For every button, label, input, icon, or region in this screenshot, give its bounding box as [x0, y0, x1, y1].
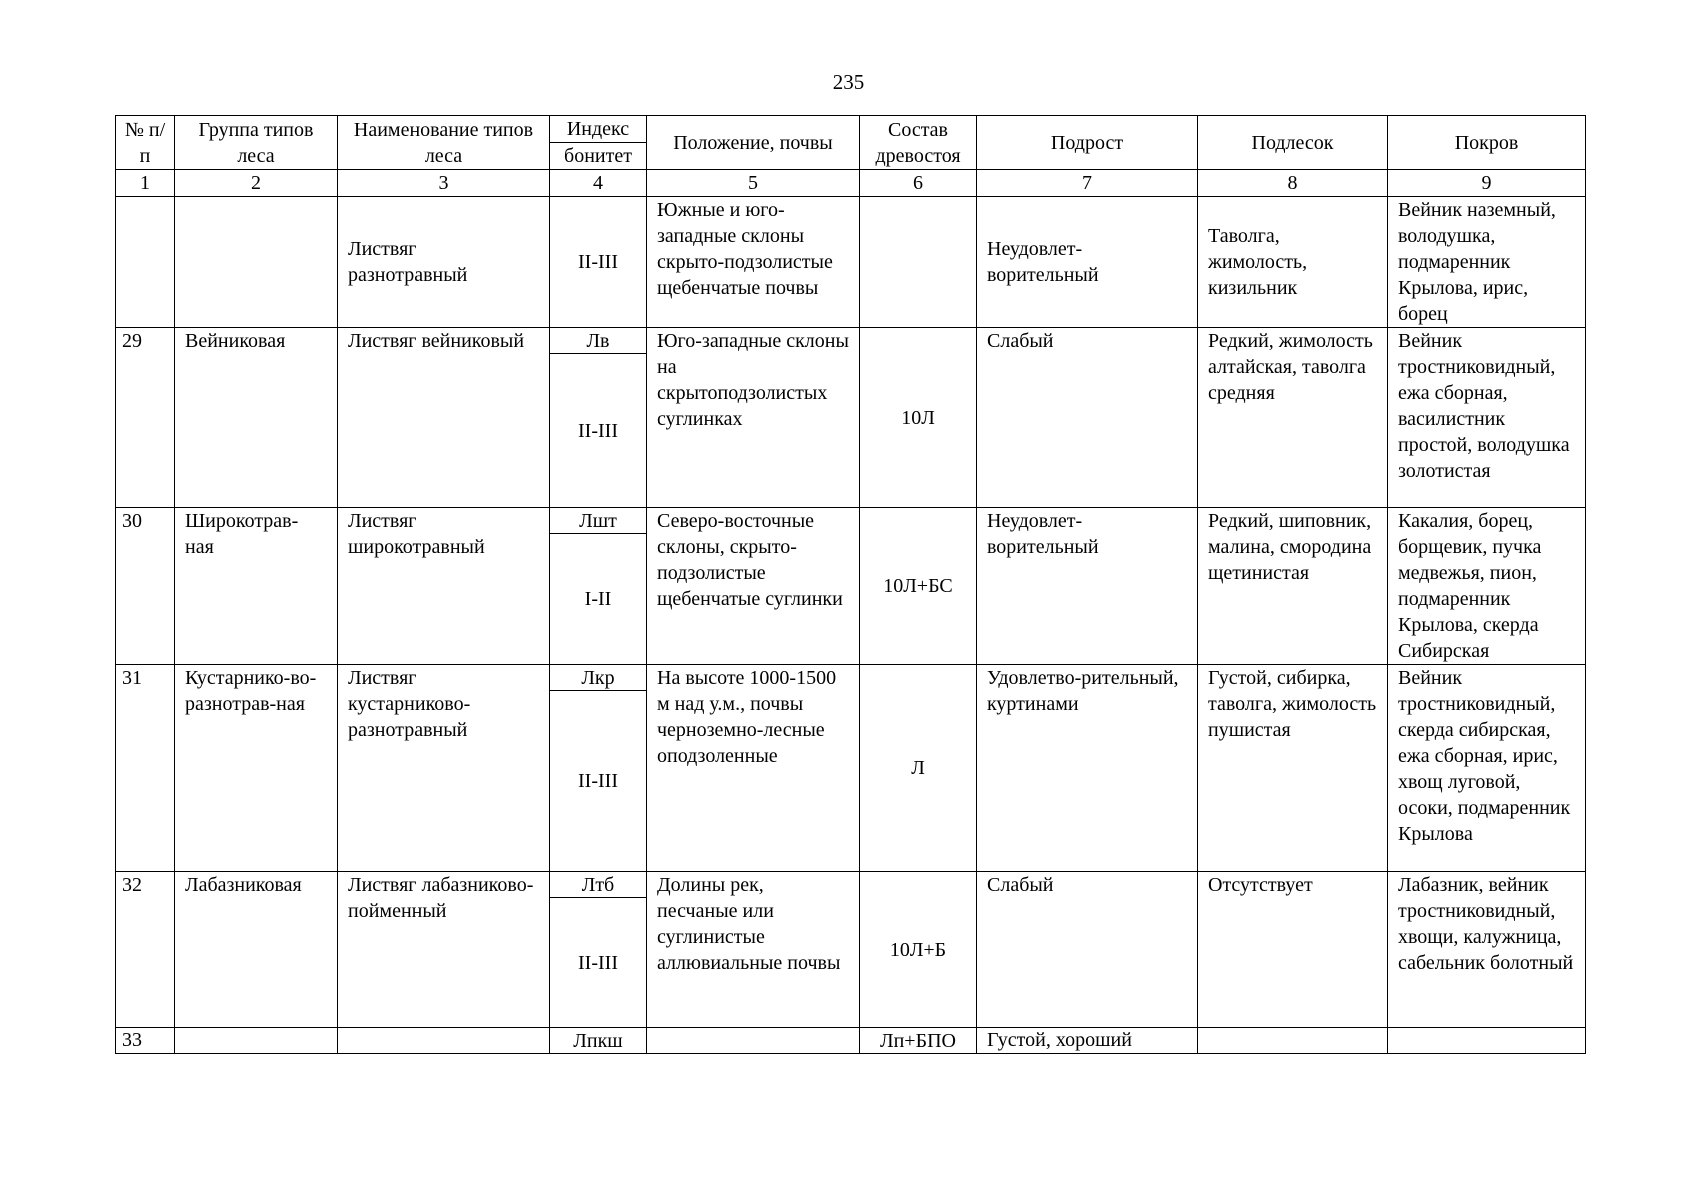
row-underbrush: Таволга, жимолость, кизильник: [1198, 197, 1388, 328]
row-cover: Вейник наземный, володушка, подмаренник Крылова, ирис, борец: [1388, 197, 1586, 328]
row-underbrush: [1198, 1028, 1388, 1054]
row-name: Листвяг широкотравный: [338, 508, 550, 665]
table-row: [116, 665, 1586, 691]
column-number: 4: [550, 170, 647, 197]
row-cover: Лабазник, вейник тростниковидный, хвощи, калужница, сабельник болотный: [1388, 872, 1586, 1028]
row-name: Листвяг лабазниково-пойменный: [338, 872, 550, 1028]
row-index: Лтб: [550, 872, 647, 898]
row-index: Лв: [550, 328, 647, 354]
row-bonitet: II-III: [550, 691, 647, 872]
header-position: Положение, почвы: [647, 116, 860, 170]
column-number: 3: [338, 170, 550, 197]
row-composition: Л: [860, 665, 977, 872]
row-position: Южные и юго-западные склоны скрыто-подзолистые щебенчатые почвы: [647, 197, 860, 328]
row-position: Долины рек, песчаные или суглинистые аллювиальные почвы: [647, 872, 860, 1028]
row-bonitet: II-III: [550, 197, 647, 328]
row-index: Лшт: [550, 508, 647, 534]
row-no: 31: [116, 665, 175, 872]
row-composition: 10Л+БС: [860, 508, 977, 665]
row-undergrowth: Неудовлет-ворительный: [977, 197, 1198, 328]
row-underbrush: Редкий, жимолость алтайская, таволга средняя: [1198, 328, 1388, 508]
row-undergrowth: Густой, хороший: [977, 1028, 1198, 1054]
column-numbers-row: [116, 170, 1586, 197]
table-row: [116, 508, 1586, 534]
row-no: 30: [116, 508, 175, 665]
row-undergrowth: Удовлетво-рительный, куртинами: [977, 665, 1198, 872]
row-bonitet: I-II: [550, 534, 647, 665]
row-group: [175, 1028, 338, 1054]
row-name: [338, 1028, 550, 1054]
row-no: [116, 197, 175, 328]
table-row: [116, 328, 1586, 354]
header-cover: Покров: [1388, 116, 1586, 170]
row-underbrush: Отсутствует: [1198, 872, 1388, 1028]
table-row: [116, 1028, 1586, 1054]
row-composition: 10Л: [860, 328, 977, 508]
row-position: [647, 1028, 860, 1054]
row-name: Листвяг кустарниково-разнотравный: [338, 665, 550, 872]
row-underbrush: Редкий, шиповник, малина, смородина щетинистая: [1198, 508, 1388, 665]
row-group: Лабазниковая: [175, 872, 338, 1028]
row-group: Вейниковая: [175, 328, 338, 508]
row-bonitet: II-III: [550, 354, 647, 508]
row-undergrowth: Неудовлет-ворительный: [977, 508, 1198, 665]
row-position: Северо-восточные склоны, скрыто-подзолистые щебенчатые суглинки: [647, 508, 860, 665]
header-name: Наименование типов леса: [338, 116, 550, 170]
column-number: 2: [175, 170, 338, 197]
row-composition: Лп+БПО: [860, 1028, 977, 1054]
row-bonitet: II-III: [550, 898, 647, 1028]
page-number: 235: [832, 70, 865, 94]
forest-types-table: [115, 115, 1586, 1054]
row-undergrowth: Слабый: [977, 328, 1198, 508]
header-bonitet: бонитет: [550, 143, 647, 170]
table-row: [116, 872, 1586, 898]
header-index: Индекс: [550, 116, 647, 143]
row-cover: [1388, 1028, 1586, 1054]
row-name: Листвяг вейниковый: [338, 328, 550, 508]
header-group: Группа типов леса: [175, 116, 338, 170]
column-number: 9: [1388, 170, 1586, 197]
column-number: 1: [116, 170, 175, 197]
row-composition: 10Л+Б: [860, 872, 977, 1028]
row-index: Лпкш: [550, 1028, 647, 1054]
row-undergrowth: Слабый: [977, 872, 1198, 1028]
column-number: 7: [977, 170, 1198, 197]
row-no: 29: [116, 328, 175, 508]
row-name: Листвяг разнотравный: [338, 197, 550, 328]
header-underbrush: Подлесок: [1198, 116, 1388, 170]
table-row: [116, 197, 1586, 328]
row-position: Юго-западные склоны на скрытоподзолистых суглинках: [647, 328, 860, 508]
row-cover: Вейник тростниковидный, скерда сибирская, ежа сборная, ирис, хвощ луговой, осоки, подмаренник Крылова: [1388, 665, 1586, 872]
header-row: [116, 116, 1586, 143]
row-group: [175, 197, 338, 328]
row-group: Кустарнико-во-разнотрав-ная: [175, 665, 338, 872]
row-cover: Какалия, борец, борщевик, пучка медвежья, пион, подмаренник Крылова, скерда Сибирская: [1388, 508, 1586, 665]
row-group: Широкотрав-ная: [175, 508, 338, 665]
header-no: № п/п: [116, 116, 175, 170]
row-no: 33: [116, 1028, 175, 1054]
row-position: На высоте 1000-1500 м над у.м., почвы черноземно-лесные оподзоленные: [647, 665, 860, 872]
header-composition: Состав древостоя: [860, 116, 977, 170]
header-undergrowth: Подрост: [977, 116, 1198, 170]
column-number: 8: [1198, 170, 1388, 197]
row-no: 32: [116, 872, 175, 1028]
column-number: 5: [647, 170, 860, 197]
row-index: Лкр: [550, 665, 647, 691]
row-composition: [860, 197, 977, 328]
row-underbrush: Густой, сибирка, таволга, жимолость пушистая: [1198, 665, 1388, 872]
column-number: 6: [860, 170, 977, 197]
row-cover: Вейник тростниковидный, ежа сборная, василистник простой, володушка золотистая: [1388, 328, 1586, 508]
